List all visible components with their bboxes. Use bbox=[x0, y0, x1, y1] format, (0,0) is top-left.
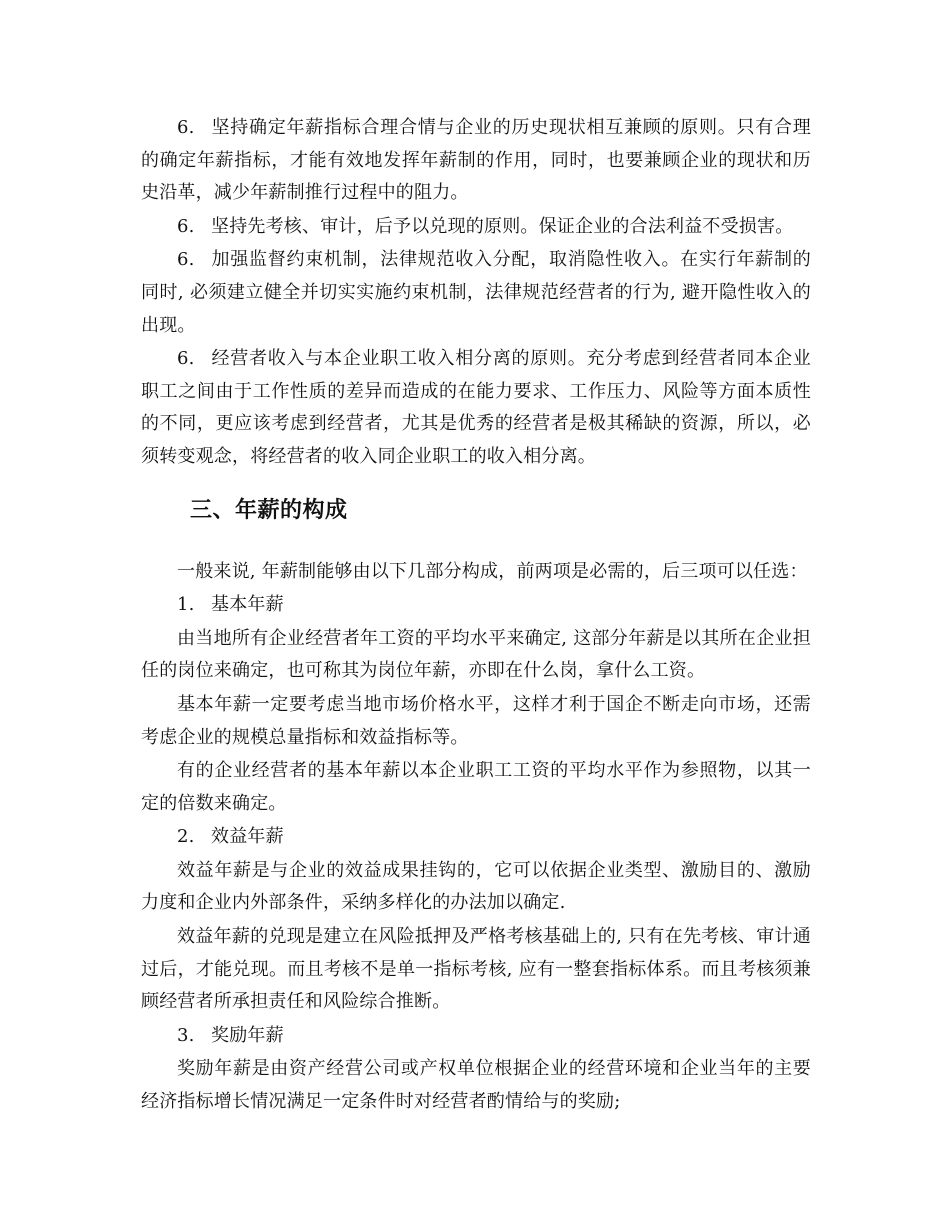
subsection-title: 效益年薪 bbox=[211, 826, 284, 848]
principle-text: 加强监督约束机制，法律规范收入分配，取消隐性收入。在实行年薪制的同时, 必须建立健全并切实实施约束机制，法律规范经营者的行为, 避开隐性收入的出现。 bbox=[141, 249, 811, 336]
body-paragraph: 奖励年薪是由资产经营公司或产权单位根据企业的经营环境和企业当年的主要经济指标增长情况满足一定条件时对经营者酌情给与的奖励; bbox=[141, 1058, 811, 1113]
body-paragraph: 基本年薪一定要考虑当地市场价格水平，这样才利于国企不断走向市场，还需考虑企业的规模总量指标和效益指标等。 bbox=[141, 693, 811, 748]
list-number: 6. bbox=[177, 348, 195, 370]
subsection-heading-benefit bbox=[141, 821, 811, 854]
principle-item bbox=[141, 244, 811, 342]
list-number: 3. bbox=[177, 1024, 195, 1046]
subsection-title: 基本年薪 bbox=[211, 594, 284, 616]
subsection-heading-reward bbox=[141, 1020, 811, 1053]
body-paragraph: 效益年薪是与企业的效益成果挂钩的，它可以依据企业类型、激励目的、激励力度和企业内外部条件，采纳多样化的办法加以确定. bbox=[141, 859, 811, 914]
principle-text: 坚持确定年薪指标合理合情与企业的历史现状相互兼顾的原则。只有合理的确定年薪指标，才能有效地发挥年薪制的作用，同时，也要兼顾企业的现状和历史沿革，减少年薪制推行过程中的阻力。 bbox=[141, 117, 811, 204]
section-heading: 三、年薪的构成 bbox=[190, 497, 348, 523]
list-number: 6. bbox=[177, 249, 195, 271]
list-number: 1. bbox=[177, 594, 195, 616]
document-body bbox=[141, 112, 811, 1120]
list-number: 6. bbox=[177, 117, 195, 138]
principle-item bbox=[141, 343, 811, 473]
body-paragraph: 由当地所有企业经营者年工资的平均水平来确定, 这部分年薪是以其所在企业担任的岗位来确定，也可称其为岗位年薪，亦即在什么岗，拿什么工资。 bbox=[141, 627, 811, 682]
body-paragraph: 有的企业经营者的基本年薪以本企业职工工资的平均水平作为参照物，以其一定的倍数来确定。 bbox=[141, 760, 811, 814]
subsection-title: 奖励年薪 bbox=[211, 1024, 284, 1046]
principle-item bbox=[141, 112, 811, 210]
principle-text: 经营者收入与本企业职工收入相分离的原则。充分考虑到经营者同本企业职工之间由于工作性质的差异而造成的在能力要求、工作压力、风险等方面本质性的不同，更应该考虑到经营者，尤其是优秀的经营者是极其稀缺的资源，所以，必须转变观念，将经营者的收入同企业职工的收入相分离。 bbox=[141, 348, 811, 467]
body-paragraph: 效益年薪的兑现是建立在风险抵押及严格考核基础上的, 只有在先考核、审计通过后，才能兑现。而且考核不是单一指标考核, 应有一整套指标体系。而且考核须兼顾经营者所承担责任和风险综合推断。 bbox=[141, 926, 811, 1013]
list-number: 2. bbox=[177, 826, 195, 848]
intro-paragraph: 一般来说, 年薪制能够由以下几部分构成，前两项是必需的，后三项可以任选： bbox=[177, 560, 808, 582]
list-number: 6. bbox=[177, 215, 195, 237]
principle-item bbox=[141, 211, 811, 244]
principle-text: 坚持先考核、审计，后予以兑现的原则。保证企业的合法利益不受损害。 bbox=[211, 215, 794, 237]
subsection-heading-basic bbox=[141, 589, 811, 622]
